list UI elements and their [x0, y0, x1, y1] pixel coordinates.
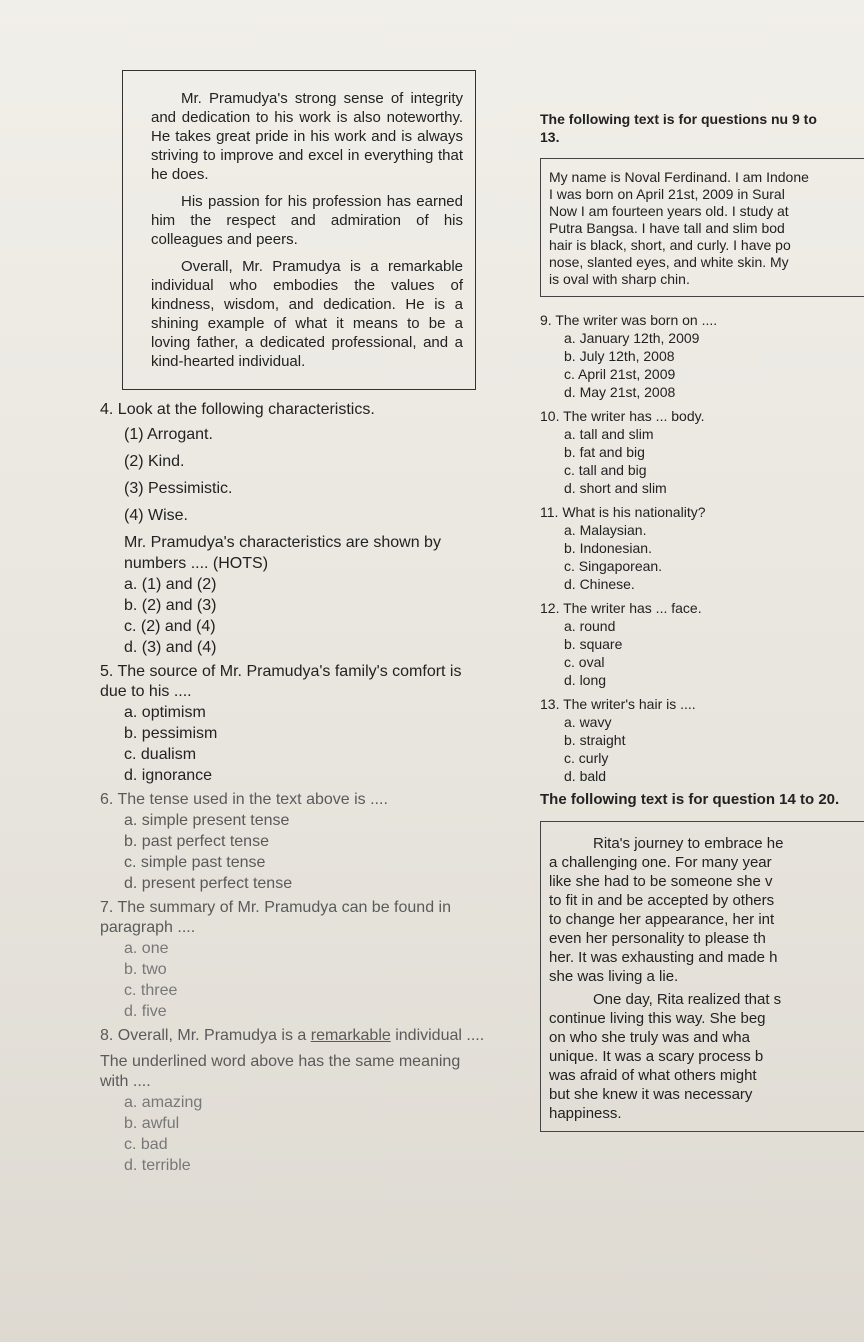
options-list — [564, 617, 864, 689]
option-d[interactable]: d. ignorance — [124, 767, 213, 784]
stem-text: 8. Overall, Mr. Pramudya is a — [100, 1027, 311, 1044]
option-a[interactable]: a. (1) and (2) — [124, 576, 217, 593]
list-item: (3) Pessimistic. — [124, 480, 233, 497]
passage-line: unique. It was a scary process b — [549, 1048, 764, 1065]
options-list — [124, 574, 510, 658]
passage-line: a challenging one. For many year — [549, 854, 772, 871]
question-7 — [100, 898, 510, 1022]
question-stem: 13. The writer's hair is .... — [540, 696, 696, 712]
section-heading: The following text is for questions nu 9 to 13. — [540, 111, 817, 145]
question-10 — [540, 407, 864, 497]
option-b[interactable]: b. (2) and (3) — [124, 597, 217, 614]
question-stem: 6. The tense used in the text above is .... — [100, 791, 388, 808]
passage-line: to change her appearance, her int — [549, 911, 775, 928]
option-d[interactable]: d. terrible — [124, 1157, 191, 1174]
option-b[interactable]: b. two — [124, 961, 167, 978]
passage-line: happiness. — [549, 1105, 622, 1122]
question-stem: 4. Look at the following characteristics. — [100, 401, 375, 418]
options-list — [564, 521, 864, 593]
option-d[interactable]: d. present perfect tense — [124, 875, 293, 892]
option-a[interactable]: a. January 12th, 2009 — [564, 330, 700, 346]
option-d[interactable]: d. May 21st, 2008 — [564, 384, 676, 400]
option-c[interactable]: c. tall and big — [564, 462, 647, 478]
option-a[interactable]: a. round — [564, 618, 616, 634]
question-stem — [100, 1026, 490, 1046]
passage-line: My name is Noval Ferdinand. I am Indone — [549, 169, 809, 185]
passage-line: even her personality to please th — [549, 930, 766, 947]
question-stem: 10. The writer has ... body. — [540, 408, 705, 424]
passage-paragraph: Mr. Pramudya's strong sense of integrity and dedication to his work is also noteworthy. He takes great pride in his work and is always striving to improve and excel in everything that he does. — [151, 90, 463, 183]
options-list — [124, 938, 510, 1022]
question-11 — [540, 503, 864, 593]
option-c[interactable]: c. curly — [564, 750, 609, 766]
option-a[interactable]: a. amazing — [124, 1094, 203, 1111]
options-list — [564, 713, 864, 785]
option-a[interactable]: a. one — [124, 940, 169, 957]
passage-line: continue living this way. She beg — [549, 1010, 766, 1027]
option-c[interactable]: c. simple past tense — [124, 854, 266, 871]
options-list — [124, 810, 510, 894]
passage-box — [122, 70, 476, 390]
option-c[interactable]: c. (2) and (4) — [124, 618, 216, 635]
option-a[interactable]: a. simple present tense — [124, 812, 290, 829]
option-a[interactable]: a. optimism — [124, 704, 206, 721]
passage-paragraph: His passion for his profession has earned him the respect and admiration of his colleagues and peers. — [151, 193, 463, 248]
question-9 — [540, 311, 864, 401]
passage-line: to fit in and be accepted by others — [549, 892, 775, 909]
question-stem: 7. The summary of Mr. Pramudya can be found in paragraph .... — [100, 899, 451, 936]
question-5 — [100, 662, 510, 786]
passage-line: like she had to be someone she v — [549, 873, 773, 890]
question-stem: 5. The source of Mr. Pramudya's family's comfort is due to his .... — [100, 663, 462, 700]
option-a[interactable]: a. wavy — [564, 714, 612, 730]
passage-box — [540, 158, 864, 297]
passage-line: she was living a lie. — [549, 968, 679, 985]
option-c[interactable]: c. Singaporean. — [564, 558, 663, 574]
passage-line: One day, Rita realized that s — [593, 991, 782, 1008]
options-list — [564, 329, 864, 401]
option-c[interactable]: c. dualism — [124, 746, 197, 763]
option-a[interactable]: a. Malaysian. — [564, 522, 647, 538]
right-column — [540, 110, 864, 1132]
option-b[interactable]: b. awful — [124, 1115, 180, 1132]
passage-line: nose, slanted eyes, and white skin. My — [549, 254, 789, 270]
option-d[interactable]: d. bald — [564, 768, 607, 784]
passage-line: Now I am fourteen years old. I study at — [549, 203, 789, 219]
question-6 — [100, 790, 510, 894]
option-b[interactable]: b. Indonesian. — [564, 540, 652, 556]
question-13 — [540, 695, 864, 785]
option-d[interactable]: d. Chinese. — [564, 576, 635, 592]
passage-line: was afraid of what others might — [549, 1067, 757, 1084]
question-follow: The underlined word above has the same meaning with .... — [100, 1053, 461, 1090]
option-b[interactable]: b. pessimism — [124, 725, 218, 742]
passage-line: on who she truly was and wha — [549, 1029, 750, 1046]
stem-text: individual .... — [390, 1027, 485, 1044]
option-c[interactable]: c. bad — [124, 1136, 168, 1153]
question-4 — [100, 400, 510, 658]
passage-line: I was born on April 21st, 2009 in Sural — [549, 186, 785, 202]
option-a[interactable]: a. tall and slim — [564, 426, 654, 442]
option-d[interactable]: d. long — [564, 672, 607, 688]
section-heading: The following text is for question 14 to 20. — [540, 791, 840, 808]
list-item: (1) Arrogant. — [124, 426, 213, 443]
option-c[interactable]: c. three — [124, 982, 178, 999]
question-stem: 12. The writer has ... face. — [540, 600, 702, 616]
passage-line: Rita's journey to embrace he — [593, 835, 784, 852]
passage-paragraph: Overall, Mr. Pramudya is a remarkable individual who embodies the values of kindness, wisdom, and dedication. He is a shining example of what it means to be a loving father, a dedicated professional, and a kind-hearted individual. — [151, 258, 463, 370]
option-b[interactable]: b. square — [564, 636, 623, 652]
option-b[interactable]: b. July 12th, 2008 — [564, 348, 675, 364]
list-item: (2) Kind. — [124, 453, 185, 470]
left-column — [100, 70, 510, 1180]
option-b[interactable]: b. fat and big — [564, 444, 645, 460]
options-list — [124, 1092, 510, 1176]
option-d[interactable]: d. five — [124, 1003, 167, 1020]
option-b[interactable]: b. straight — [564, 732, 626, 748]
passage-line: hair is black, short, and curly. I have po — [549, 237, 791, 253]
option-c[interactable]: c. April 21st, 2009 — [564, 366, 676, 382]
option-c[interactable]: c. oval — [564, 654, 605, 670]
options-list — [124, 702, 510, 786]
option-d[interactable]: d. (3) and (4) — [124, 639, 217, 656]
passage-line: Putra Bangsa. I have tall and slim bod — [549, 220, 785, 236]
question-8 — [100, 1026, 510, 1176]
options-list — [564, 425, 864, 497]
question-stem: 9. The writer was born on .... — [540, 312, 718, 328]
option-b[interactable]: b. past perfect tense — [124, 833, 269, 850]
passage-line: is oval with sharp chin. — [549, 271, 690, 287]
passage-box — [540, 821, 864, 1132]
list-item: (4) Wise. — [124, 507, 188, 524]
underlined-word: remarkable — [310, 1027, 391, 1044]
passage-line: her. It was exhausting and made h — [549, 949, 778, 966]
passage-line: but she knew it was necessary — [549, 1086, 753, 1103]
question-stem: 11. What is his nationality? — [540, 504, 706, 520]
option-d[interactable]: d. short and slim — [564, 480, 667, 496]
question-12 — [540, 599, 864, 689]
question-follow: Mr. Pramudya's characteristics are shown by numbers .... (HOTS) — [124, 534, 441, 572]
